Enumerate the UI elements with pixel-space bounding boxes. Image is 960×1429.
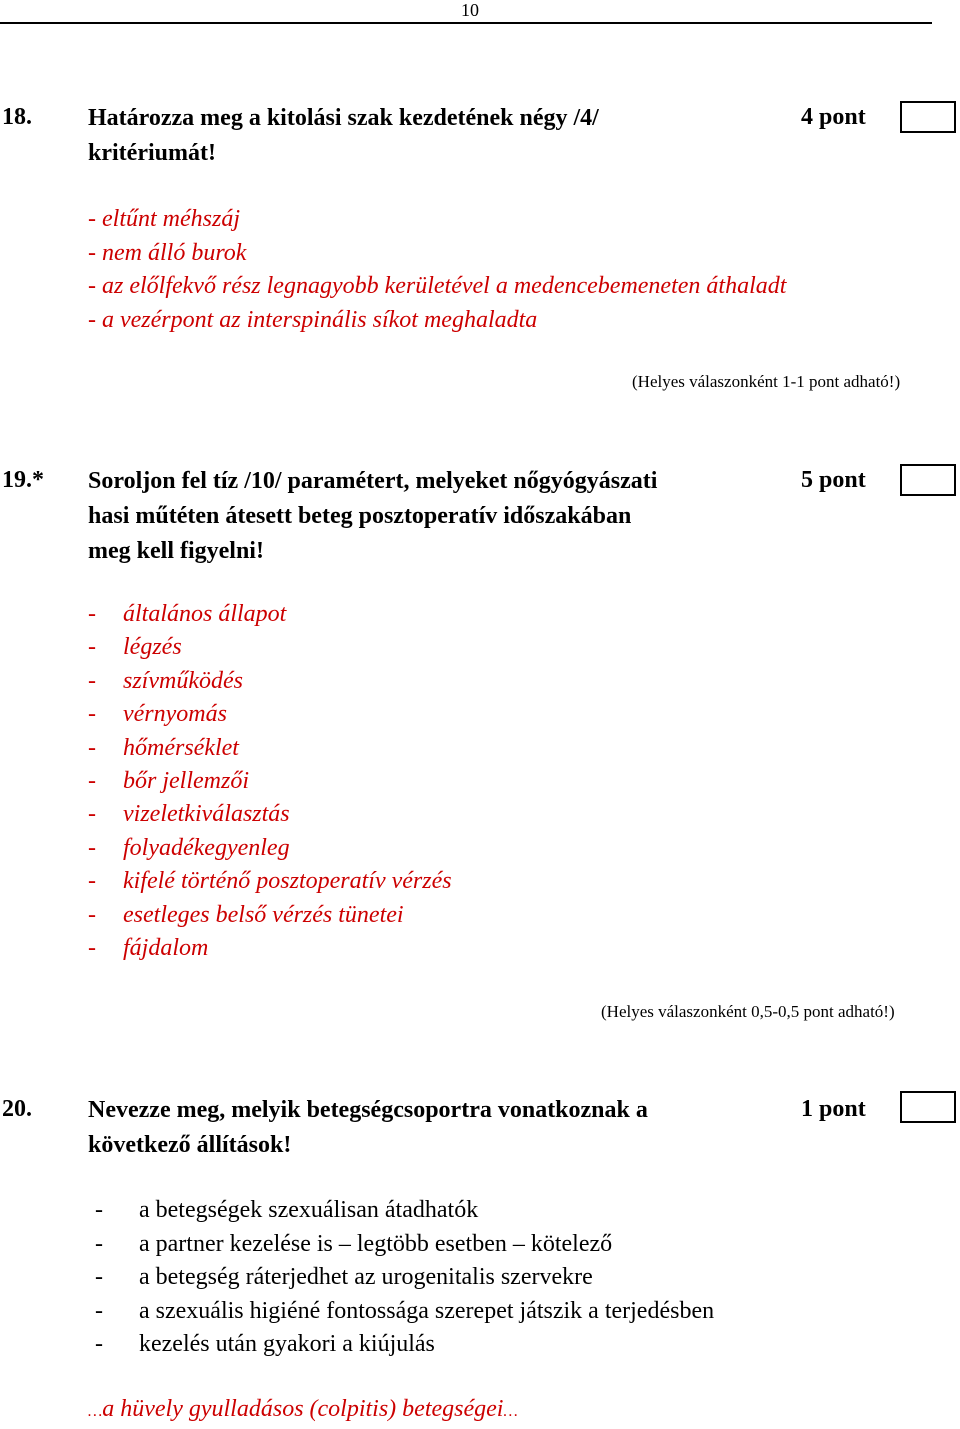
question-text-line: Soroljon fel tíz /10/ paramétert, melyeket nőgyógyászati [88, 468, 658, 494]
statement-text: a betegség ráterjedhet az urogenitalis szervekre [139, 1264, 593, 1290]
answer-text: esetleges belső vérzés tünetei [123, 901, 404, 928]
answer-list [88, 203, 786, 337]
answer-text: kifelé történő posztoperatív vérzés [123, 868, 452, 895]
answer-text: vizeletkiválasztás [123, 801, 290, 828]
answer-item [88, 598, 452, 631]
header-rule [0, 22, 932, 24]
list-dash: - [88, 701, 96, 728]
question-text-line: kritériumát! [88, 140, 216, 166]
score-box[interactable] [900, 101, 956, 133]
page-number: 10 [461, 0, 479, 20]
statement-text: kezelés után gyakori a kiújulás [139, 1331, 435, 1357]
list-dash: - [88, 901, 96, 928]
list-dash: - [88, 601, 96, 627]
list-dash: - [95, 1331, 103, 1357]
question-text-line: következő állítások! [88, 1132, 292, 1158]
list-dash: - [88, 834, 96, 861]
answer-text: általános állapot [123, 601, 287, 627]
question-text [88, 464, 657, 569]
answer-item [88, 932, 452, 965]
answer-text: bőr jellemzői [123, 768, 249, 795]
final-answer-text: a hüvely gyulladásos (colpitis) betegségei [102, 1396, 504, 1422]
statement-text: a szexuális higiéné fontossága szerepet játszik a terjedésben [139, 1297, 715, 1324]
answer-item: - eltűnt méhszáj [88, 206, 240, 232]
answer-item [88, 698, 452, 731]
answer-item [88, 631, 452, 664]
scoring-note: (Helyes válaszonként 1-1 pont adható!) [632, 372, 901, 391]
answer-text: légzés [123, 634, 182, 661]
statement-item [95, 1261, 714, 1295]
list-dash: - [88, 801, 96, 828]
question-text-line: Határozza meg a kitolási szak kezdetének négy /4/ [88, 105, 599, 131]
points-label: 1 pont [801, 1096, 866, 1122]
question-text-line: meg kell figyelni! [88, 538, 264, 564]
answer-item [88, 765, 452, 798]
points-label: 5 pont [801, 467, 866, 493]
statement-list [95, 1194, 714, 1362]
ellipsis-suffix: … [503, 1403, 518, 1420]
list-dash: - [95, 1264, 103, 1290]
list-dash: - [95, 1197, 103, 1223]
list-dash: - [95, 1297, 103, 1324]
question-text [88, 101, 599, 171]
score-box[interactable] [900, 1091, 956, 1123]
question-text [88, 1093, 648, 1163]
score-box[interactable] [900, 464, 956, 496]
answer-text: fájdalom [123, 935, 209, 962]
list-dash: - [88, 868, 96, 895]
scoring-note: (Helyes válaszonként 0,5-0,5 pont adható!) [601, 1002, 895, 1021]
statement-item [95, 1228, 714, 1262]
question-text-line: Nevezze meg, melyik betegségcsoportra vonatkoznak a [88, 1097, 648, 1123]
statement-item [95, 1328, 714, 1362]
points-label: 4 pont [801, 104, 866, 130]
list-dash: - [95, 1230, 103, 1257]
statement-text: a betegségek szexuálisan átadhatók [139, 1197, 479, 1223]
statement-item [95, 1295, 714, 1329]
answer-item [88, 832, 452, 865]
ellipsis-prefix: … [88, 1403, 103, 1420]
answer-item [88, 798, 452, 831]
answer-item [88, 865, 452, 898]
list-dash: - [88, 667, 96, 694]
question-number: 20. [2, 1096, 32, 1122]
list-dash: - [88, 935, 96, 962]
final-answer [88, 1396, 518, 1423]
list-dash: - [88, 734, 96, 761]
question-text-line: hasi műtéten átesett beteg posztoperatív időszakában [88, 503, 632, 529]
answer-text: hőmérséklet [123, 734, 239, 761]
answer-text: szívműködés [123, 667, 243, 694]
list-dash: - [88, 768, 96, 795]
question-number: 19.* [2, 467, 44, 493]
statement-item [95, 1194, 714, 1228]
statement-text: a partner kezelése is – legtöbb esetben – kötelező [139, 1230, 613, 1257]
answer-item: - az előlfekvő rész legnagyobb kerületével a medencebemeneten áthaladt [88, 273, 787, 299]
question-number: 18. [2, 104, 32, 130]
answer-text: folyadékegyenleg [123, 834, 290, 861]
answer-text: vérnyomás [123, 701, 227, 728]
answer-item [88, 899, 452, 932]
answer-item: - nem álló burok [88, 239, 247, 266]
answer-item: - a vezérpont az interspinális síkot meghaladta [88, 306, 538, 333]
list-dash: - [88, 634, 96, 661]
answer-item [88, 732, 452, 765]
answer-item [88, 665, 452, 698]
answer-list [88, 598, 452, 965]
